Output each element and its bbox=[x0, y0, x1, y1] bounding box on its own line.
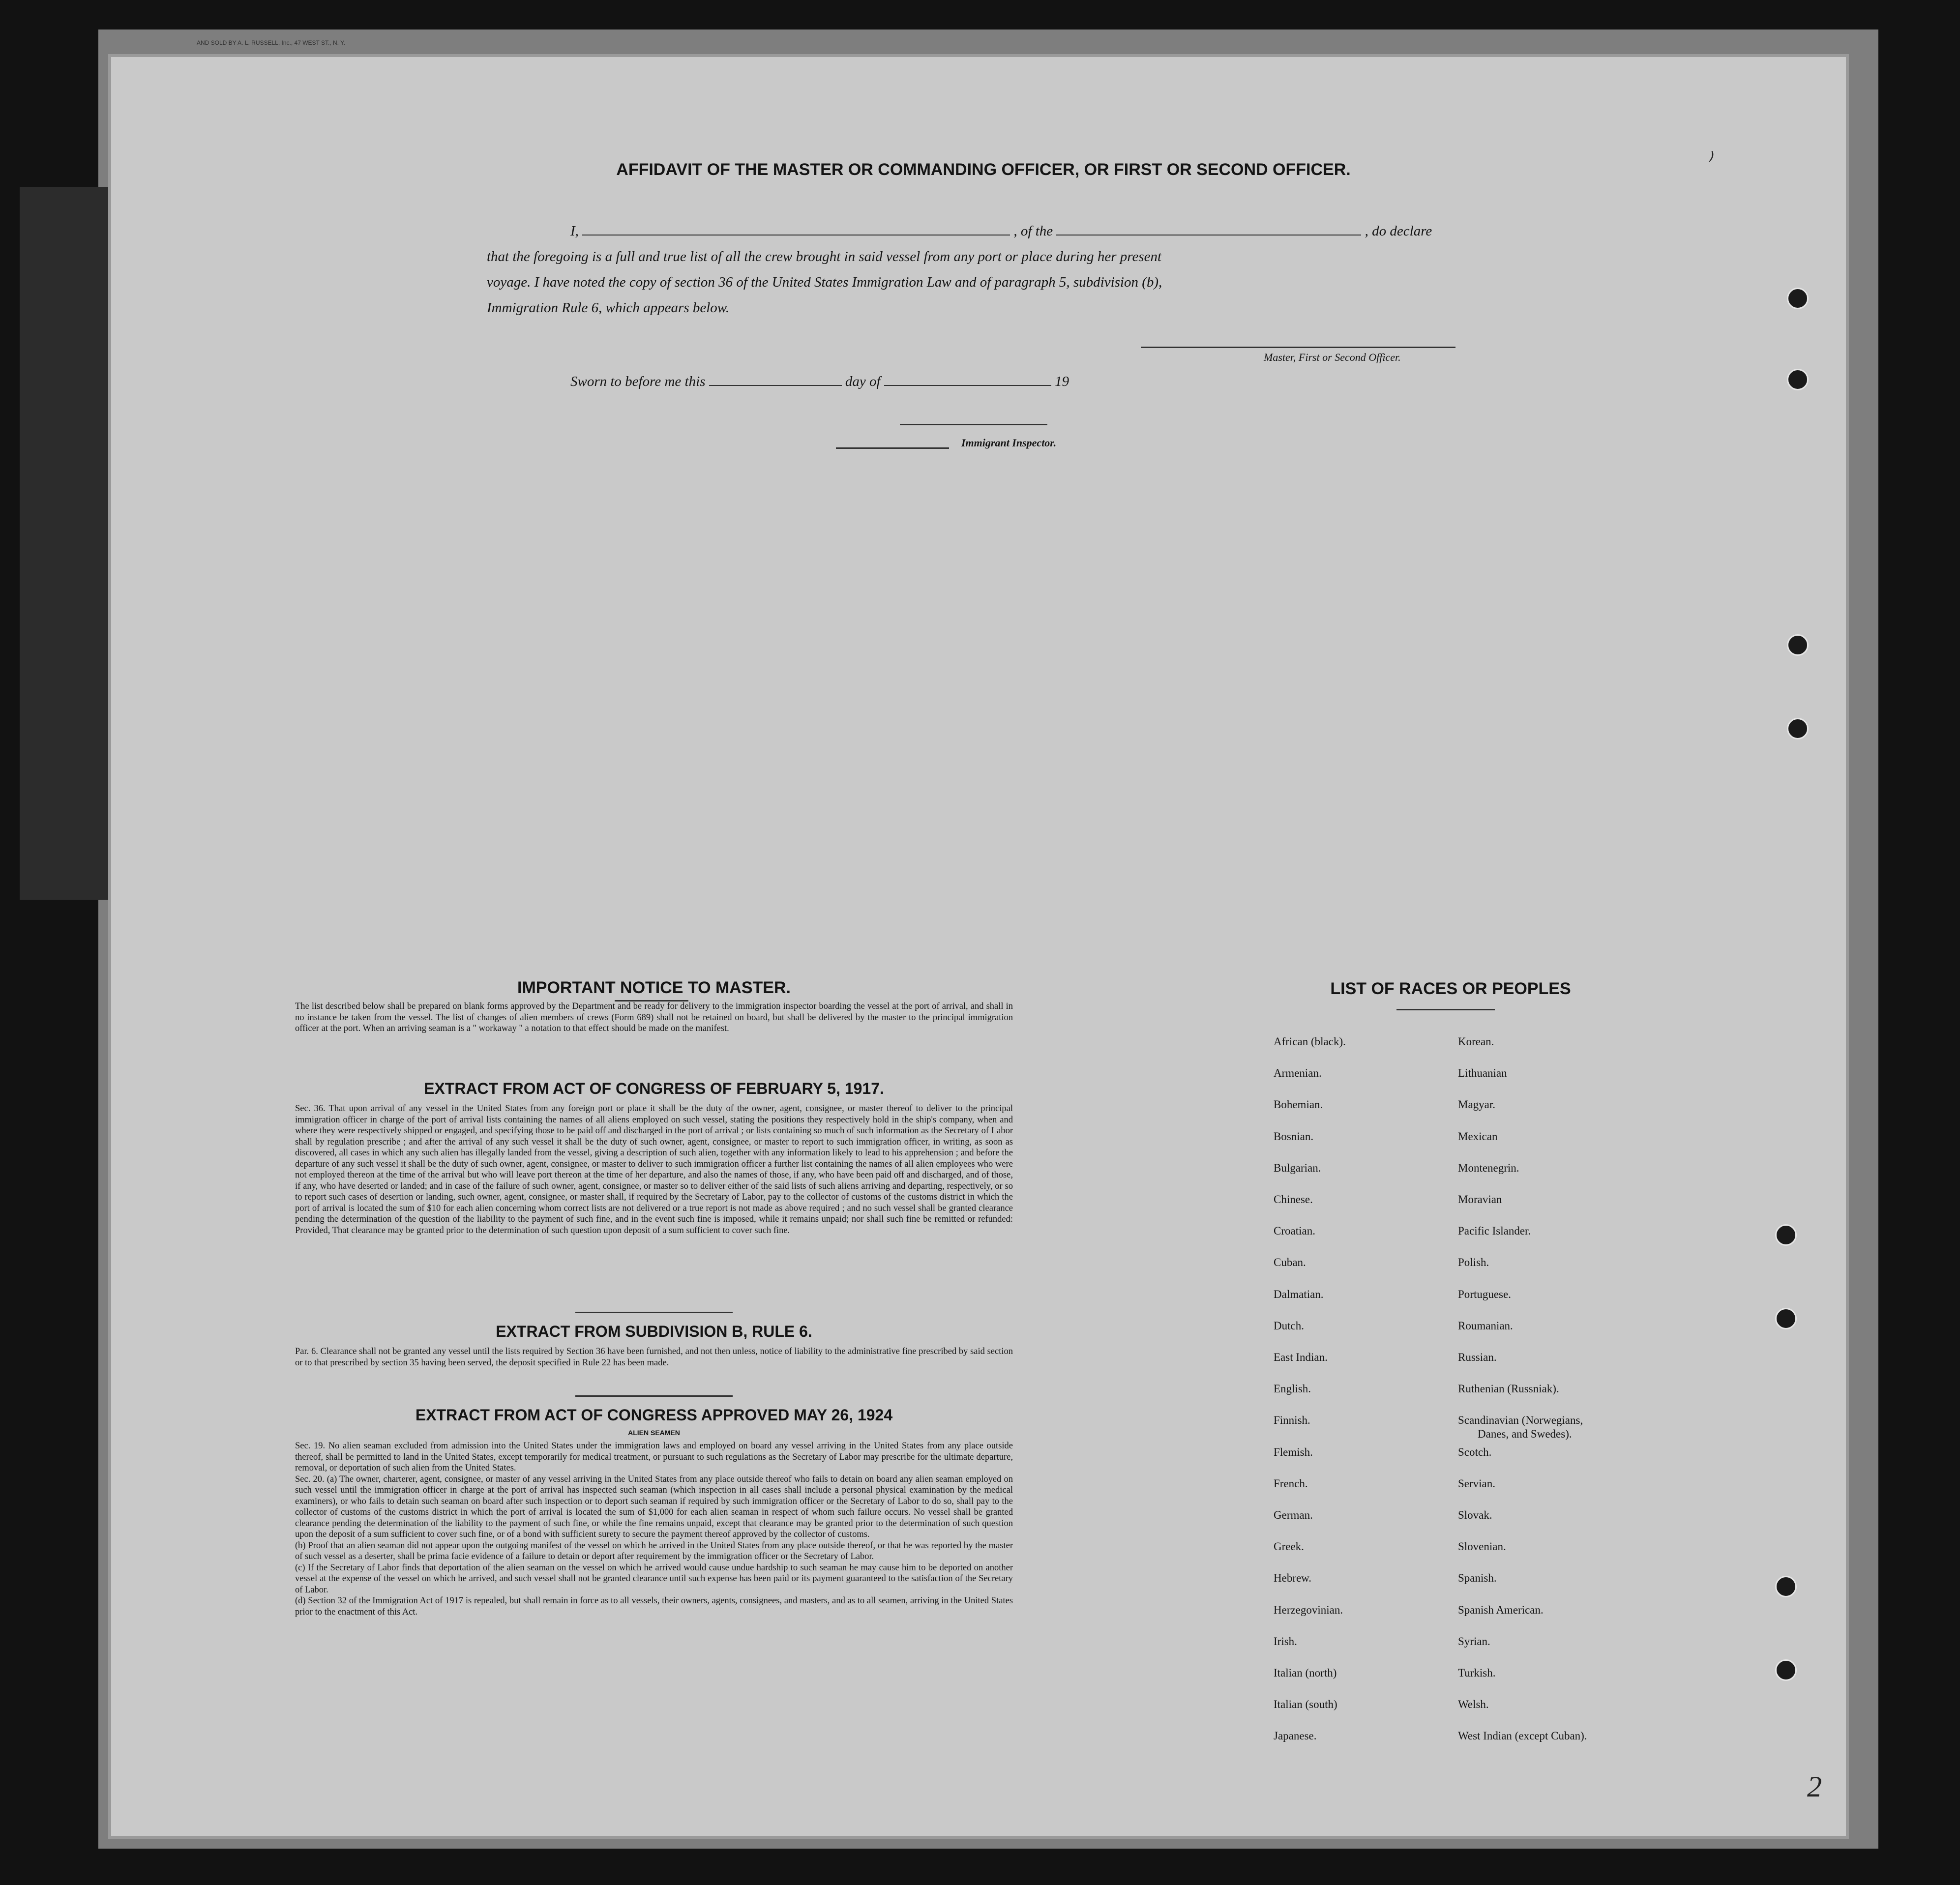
race-item: Scandinavian (Norwegians, bbox=[1458, 1414, 1583, 1427]
extract-1924-subtitle: ALIEN SEAMEN bbox=[628, 1429, 680, 1437]
handwritten-mark: ⁾ bbox=[1706, 148, 1712, 172]
race-item: Italian (south) bbox=[1274, 1698, 1337, 1711]
race-item: Spanish American. bbox=[1458, 1603, 1544, 1616]
race-item: Scotch. bbox=[1458, 1445, 1492, 1458]
race-item: Korean. bbox=[1458, 1035, 1494, 1048]
race-item: Flemish. bbox=[1274, 1445, 1313, 1458]
race-item: Dutch. bbox=[1274, 1319, 1304, 1332]
race-item: Herzegovinian. bbox=[1274, 1603, 1343, 1616]
race-item: Servian. bbox=[1458, 1477, 1496, 1490]
race-item: Hebrew. bbox=[1274, 1572, 1312, 1585]
race-item: Ruthenian (Russniak). bbox=[1458, 1383, 1559, 1395]
sworn-line bbox=[570, 369, 1210, 394]
extract-1924-body bbox=[295, 1441, 1013, 1618]
race-item: Japanese. bbox=[1274, 1730, 1317, 1742]
notice-title: IMPORTANT NOTICE TO MASTER. bbox=[517, 978, 791, 997]
sec20a: Sec. 20. (a) The owner, charterer, agent, consignee, or master of any vessel arriving in the United States from any place outside thereof who fails to detain on board any alien seaman employed on such vessel until the immigration officer in charge at the port of arrival has inspected such seaman (which inspection in all cases shall include a personal physical examination by the medical examiners), or who fails to detain such seaman on board after such inspection or to deport such seaman if required by such immigration officer or the Secretary of Labor to do so, shall pay to the collector of customs of the customs district in which the port of arrival is located the sum of $1,000 for each alien seaman in respect of whom such failure occurs. No vessel shall be granted clearance pending the determination of the liability to the payment of such fine, or while the fine remains unpaid, except that clearance may be granted prior to the determination of such question upon the deposit of a sum sufficient to cover such fine, or of a bond with sufficient surety to secure the payment thereof approved by the collector of customs. bbox=[295, 1474, 1013, 1539]
affidavit-line3: voyage. I have noted the copy of section 36 of the United States Immigration Law and of paragraph 5, subdivision (b), bbox=[487, 274, 1162, 290]
sec20d: (d) Section 32 of the Immigration Act of 1917 is repealed, but shall remain in force as to all vessels, their owners, agents, consignees, and masters, and as to all seamen, arriving in the United States prior to the enactment of this Act. bbox=[295, 1596, 1013, 1617]
race-item: Welsh. bbox=[1458, 1698, 1489, 1711]
punch-hole bbox=[1775, 1659, 1797, 1681]
race-item: Finnish. bbox=[1274, 1414, 1310, 1427]
divider bbox=[575, 1312, 733, 1313]
race-item: Turkish. bbox=[1458, 1667, 1496, 1679]
printer-mark: AND SOLD BY A. L. RUSSELL, Inc., 47 WEST ST., N. Y. bbox=[197, 39, 345, 46]
race-item: Slovenian. bbox=[1458, 1540, 1506, 1553]
race-item: Danes, and Swedes). bbox=[1478, 1428, 1572, 1441]
race-item: Syrian. bbox=[1458, 1635, 1490, 1648]
race-item: Lithuanian bbox=[1458, 1067, 1507, 1080]
race-item: Spanish. bbox=[1458, 1572, 1497, 1585]
race-item: Magyar. bbox=[1458, 1098, 1496, 1111]
affidavit-line4: Immigration Rule 6, which appears below. bbox=[487, 300, 730, 316]
adjacent-page-edge bbox=[20, 187, 113, 900]
punch-hole bbox=[1787, 288, 1809, 309]
rule6-title: EXTRACT FROM SUBDIVISION B, RULE 6. bbox=[496, 1323, 812, 1340]
race-item: Irish. bbox=[1274, 1635, 1297, 1648]
race-item: West Indian (except Cuban). bbox=[1458, 1730, 1587, 1742]
race-item: Mexican bbox=[1458, 1130, 1498, 1143]
sworn-day-blank[interactable] bbox=[709, 371, 842, 386]
sec20c: (c) If the Secretary of Labor finds that deportation of the alien seaman on the vessel on which he arrived would cause undue hardship to such seaman he may cause him to be deported on another vessel at the expense of the vessel on which he arrived, and such vessel shall not be granted clearance until such expense has been paid or its payment guaranteed to the satisfaction of the Secretary of Labor. bbox=[295, 1562, 1013, 1595]
race-item: French. bbox=[1274, 1477, 1308, 1490]
sworn-year-label: 19 bbox=[1055, 374, 1069, 389]
rule6-body: Par. 6. Clearance shall not be granted any vessel until the lists required by Section 36 have been furnished, and not then unless, notice of liability to the administrative fine prescribed by said section or to that prescribed by section 35 having been served, the deposit specified in Rule 22 has been made. bbox=[295, 1347, 1013, 1368]
master-signature-line[interactable] bbox=[1141, 347, 1455, 348]
affidavit-of-label: , of the bbox=[1013, 223, 1053, 239]
punch-hole bbox=[1775, 1224, 1797, 1246]
sworn-day-label: day of bbox=[845, 374, 881, 389]
sworn-prefix: Sworn to before me this bbox=[570, 374, 706, 389]
races-title: LIST OF RACES OR PEOPLES bbox=[1330, 979, 1571, 998]
race-item: Italian (north) bbox=[1274, 1667, 1337, 1679]
sec20b: (b) Proof that an alien seaman did not appear upon the outgoing manifest of the vessel on which he arrived in the United States from any place outside thereof, or that he was reported by the master of such vessel as a deserter, shall be prima facie evidence of a failure to detain or deport after requirement by the immigration officer or the Secretary of Labor. bbox=[295, 1540, 1013, 1561]
race-item: Bulgarian. bbox=[1274, 1161, 1321, 1174]
race-item: Chinese. bbox=[1274, 1193, 1313, 1206]
race-item: Polish. bbox=[1458, 1256, 1489, 1269]
race-item: Bohemian. bbox=[1274, 1098, 1323, 1111]
extract-1924-title: EXTRACT FROM ACT OF CONGRESS APPROVED MAY 26, 1924 bbox=[415, 1406, 893, 1424]
punch-hole bbox=[1775, 1576, 1797, 1597]
extract-1917-sec36: Sec. 36. That upon arrival of any vessel in the United States from any foreign port or place it shall be the duty of the owner, agent, consignee, or master thereof to deliver to the principal immigration officer in charge of the port of arrival lists containing the names of all aliens employed on such vessel, stating the positions they respectively hold in the ship's company, when and where they were respectively shipped or engaged, and specifying those to be paid off and discharged in the port of arrival ; or lists containing so much of such information as the Secretary of Labor shall by regulation prescribe ; and after the arrival of any such vessel it shall be the duty of such owner, agent, consignee, or master to report to such immigration officer, in writing, as soon as discovered, all cases in which any such alien has illegally landed from the vessel, giving a description of such alien, together with any information likely to lead to his apprehension ; and before the departure of any such vessel it shall be the duty of such owner, agent, consignee, or master to deliver to such immigration officer a further list containing the names of all alien employees who were not employed thereon at the time of the arrival but who will leave port thereon at the time of her departure, and also the names of those, if any, who have been paid off and discharged, and of those, if any, who have deserted or landed; and in case of the failure of such owner, agent, consignee, or master so to deliver either of the said lists of such aliens arriving and departing, respectively, or so to report such cases of desertion or landing, such owner, agent, consignee, or master shall, if required by the Secretary of Labor, pay to the collector of customs of the customs district in which the port of arrival is located the sum of $10 for each alien concerning whom correct lists are not delivered or a true report is not made as above required ; and no such vessel shall be granted clearance pending the determination of the question of the liability to the payment of such fine, and in the event such fine is imposed, while it remains unpaid; nor shall such fine be remitted or refunded: Provided, That clearance may be granted prior to the determination of such question upon deposit of a sum sufficient to cover such fine. bbox=[295, 1104, 1013, 1236]
sec19: Sec. 19. No alien seaman excluded from admission into the United States under the immigration laws and employed on board any vessel arriving in the United States from any place outside thereof, shall be permitted to land in the United States, except temporarily for medical treatment, or pursuant to such regulations as the Secretary of Labor may prescribe for the ultimate departure, removal, or deportation of such alien from the United States. bbox=[295, 1441, 1013, 1473]
race-item: English. bbox=[1274, 1383, 1311, 1395]
race-item: German. bbox=[1274, 1509, 1313, 1521]
race-item: Armenian. bbox=[1274, 1067, 1322, 1080]
race-item: Croatian. bbox=[1274, 1225, 1315, 1237]
race-item: East Indian. bbox=[1274, 1351, 1328, 1363]
race-item: Russian. bbox=[1458, 1351, 1497, 1363]
notice-body: The list described below shall be prepared on blank forms approved by the Department and be ready for delivery to the immigration inspector boarding the vessel at the port of arrival, and shall in no instance be taken from the vessel. The list of changes of alien members of crews (Form 689) shall not be retained on board, but shall be delivered by the master to the principal immigration officer at the port. When an arriving seaman is a " workaway " a notation to that effect should be made on the manifest. bbox=[295, 1001, 1013, 1033]
divider bbox=[1396, 1009, 1495, 1010]
affidavit-declare-label: , do declare bbox=[1365, 223, 1432, 239]
race-item: African (black). bbox=[1274, 1035, 1346, 1048]
punch-hole bbox=[1787, 634, 1809, 656]
punch-hole bbox=[1787, 369, 1809, 390]
master-signature-caption: Master, First or Second Officer. bbox=[1264, 351, 1401, 363]
sheet-number: 2 bbox=[1807, 1770, 1822, 1803]
affidavit-title: AFFIDAVIT OF THE MASTER OR COMMANDING OFFICER, OR FIRST OR SECOND OFFICER. bbox=[616, 160, 1351, 179]
race-item: Moravian bbox=[1458, 1193, 1502, 1206]
affidavit-line1 bbox=[570, 218, 1485, 244]
race-item: Pacific Islander. bbox=[1458, 1225, 1531, 1237]
punch-hole bbox=[1775, 1308, 1797, 1329]
master-name-blank[interactable] bbox=[582, 221, 1010, 236]
race-item: Greek. bbox=[1274, 1540, 1304, 1553]
divider bbox=[900, 424, 1047, 425]
affidavit-i-label: I, bbox=[570, 223, 579, 239]
race-item: Portuguese. bbox=[1458, 1288, 1511, 1300]
inspector-signature-line[interactable] bbox=[836, 447, 949, 449]
divider bbox=[575, 1395, 733, 1397]
inspector-caption: Immigrant Inspector. bbox=[961, 437, 1057, 449]
race-item: Bosnian. bbox=[1274, 1130, 1314, 1143]
sworn-month-blank[interactable] bbox=[884, 371, 1051, 386]
race-item: Dalmatian. bbox=[1274, 1288, 1324, 1300]
race-item: Cuban. bbox=[1274, 1256, 1306, 1269]
race-item: Roumanian. bbox=[1458, 1319, 1513, 1332]
extract-1917-title: EXTRACT FROM ACT OF CONGRESS OF FEBRUARY 5, 1917. bbox=[424, 1080, 884, 1097]
vessel-name-blank[interactable] bbox=[1056, 221, 1361, 236]
affidavit-line2: that the foregoing is a full and true list of all the crew brought in said vessel from any port or place during her present bbox=[487, 249, 1162, 265]
race-item: Slovak. bbox=[1458, 1509, 1492, 1521]
punch-hole bbox=[1787, 718, 1809, 739]
race-item: Montenegrin. bbox=[1458, 1161, 1519, 1174]
